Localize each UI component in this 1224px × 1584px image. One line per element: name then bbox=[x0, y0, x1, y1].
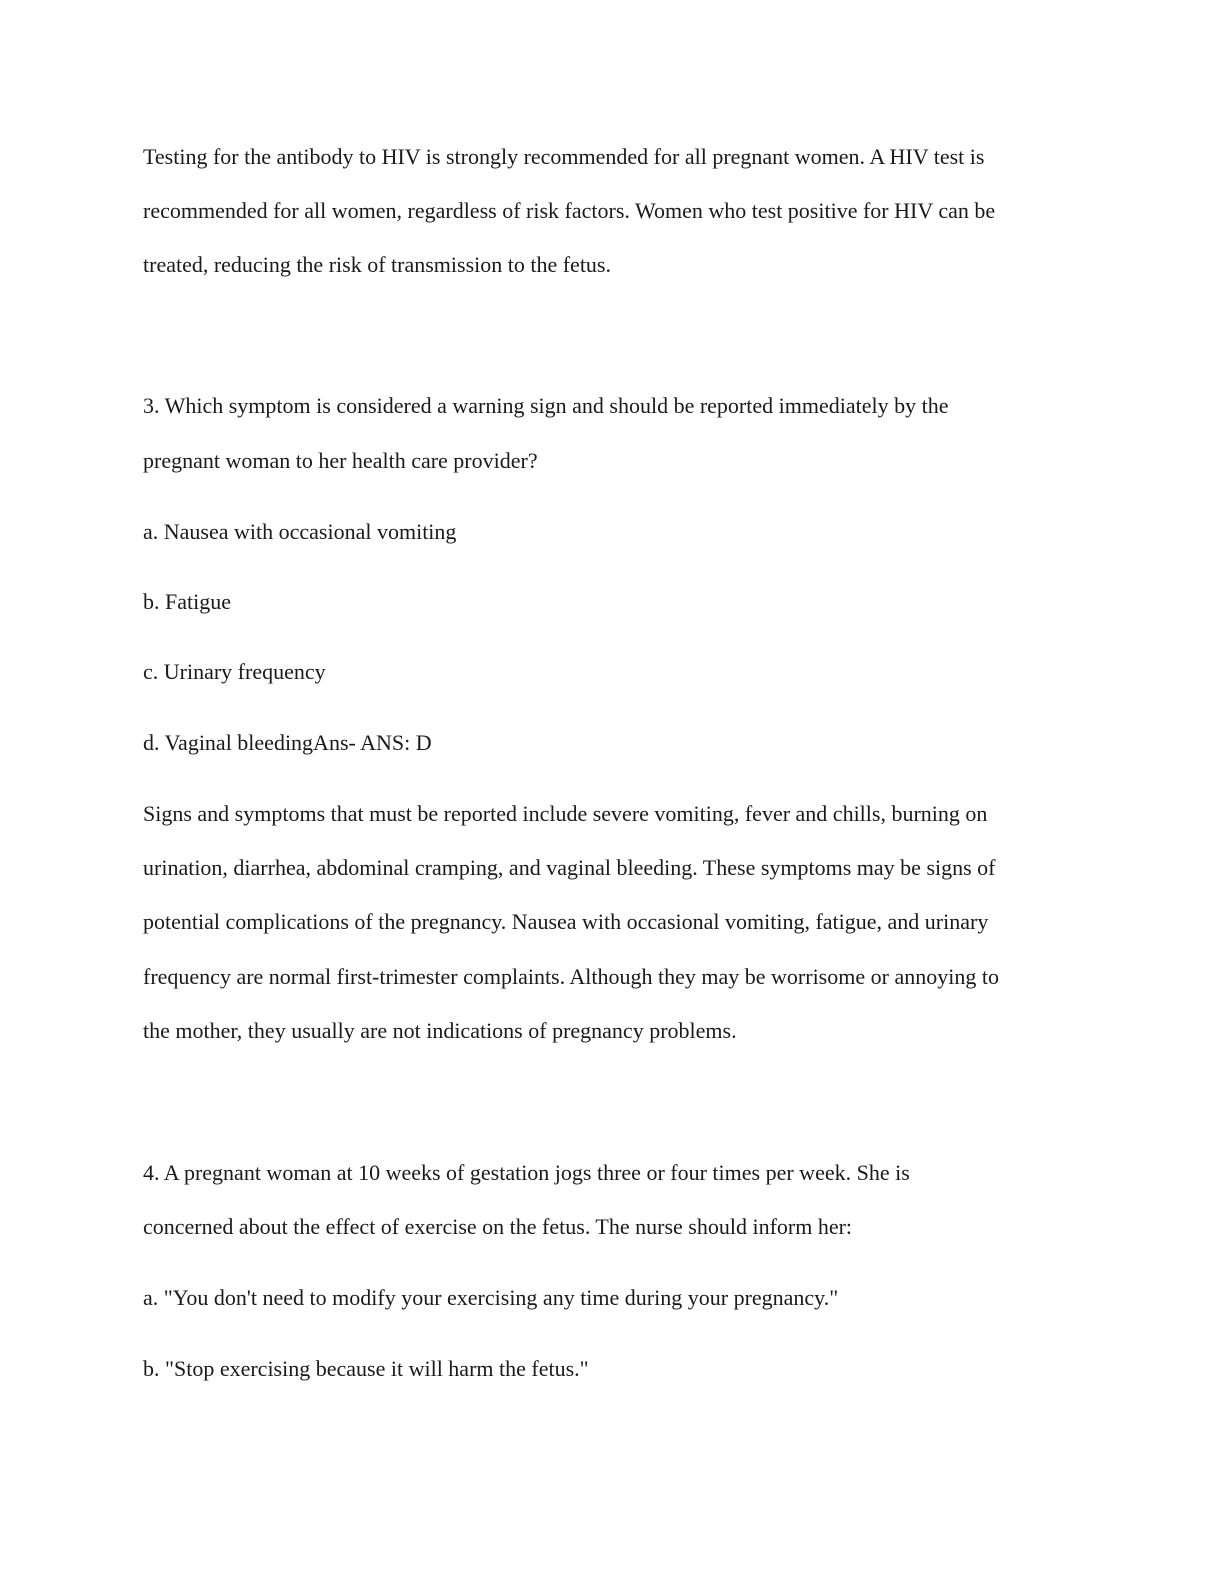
rationale-line: the mother, they usually are not indications of pregnancy problems. bbox=[143, 1018, 737, 1043]
question-stem-line: 4. A pregnant woman at 10 weeks of gestation jogs three or four times per week. She is bbox=[143, 1160, 910, 1185]
question-stem-line: pregnant woman to her health care provider? bbox=[143, 448, 538, 473]
answer-option-c: c. Urinary frequency bbox=[143, 659, 326, 684]
rationale-line: Testing for the antibody to HIV is strongly recommended for all pregnant women. A HIV test is bbox=[143, 144, 985, 169]
question-stem-line: 3. Which symptom is considered a warning sign and should be reported immediately by the bbox=[143, 393, 949, 418]
answer-option-a: a. "You don't need to modify your exercising any time during your pregnancy." bbox=[143, 1285, 839, 1310]
answer-option-d: d. Vaginal bleedingAns- ANS: D bbox=[143, 730, 432, 755]
rationale-line: treated, reducing the risk of transmission to the fetus. bbox=[143, 252, 611, 277]
question-stem-line: concerned about the effect of exercise on the fetus. The nurse should inform her: bbox=[143, 1214, 853, 1239]
rationale-line: potential complications of the pregnancy. Nausea with occasional vomiting, fatigue, and urinary bbox=[143, 909, 989, 934]
answer-option-b: b. Fatigue bbox=[143, 589, 231, 614]
rationale-line: recommended for all women, regardless of risk factors. Women who test positive for HIV can be bbox=[143, 198, 996, 223]
answer-option-b: b. "Stop exercising because it will harm the fetus." bbox=[143, 1356, 589, 1381]
rationale-line: urination, diarrhea, abdominal cramping, and vaginal bleeding. These symptoms may be signs of bbox=[143, 855, 996, 880]
rationale-line: frequency are normal first-trimester complaints. Although they may be worrisome or annoying to bbox=[143, 964, 999, 989]
answer-option-a: a. Nausea with occasional vomiting bbox=[143, 519, 457, 544]
rationale-line: Signs and symptoms that must be reported include severe vomiting, fever and chills, burning on bbox=[143, 801, 988, 826]
